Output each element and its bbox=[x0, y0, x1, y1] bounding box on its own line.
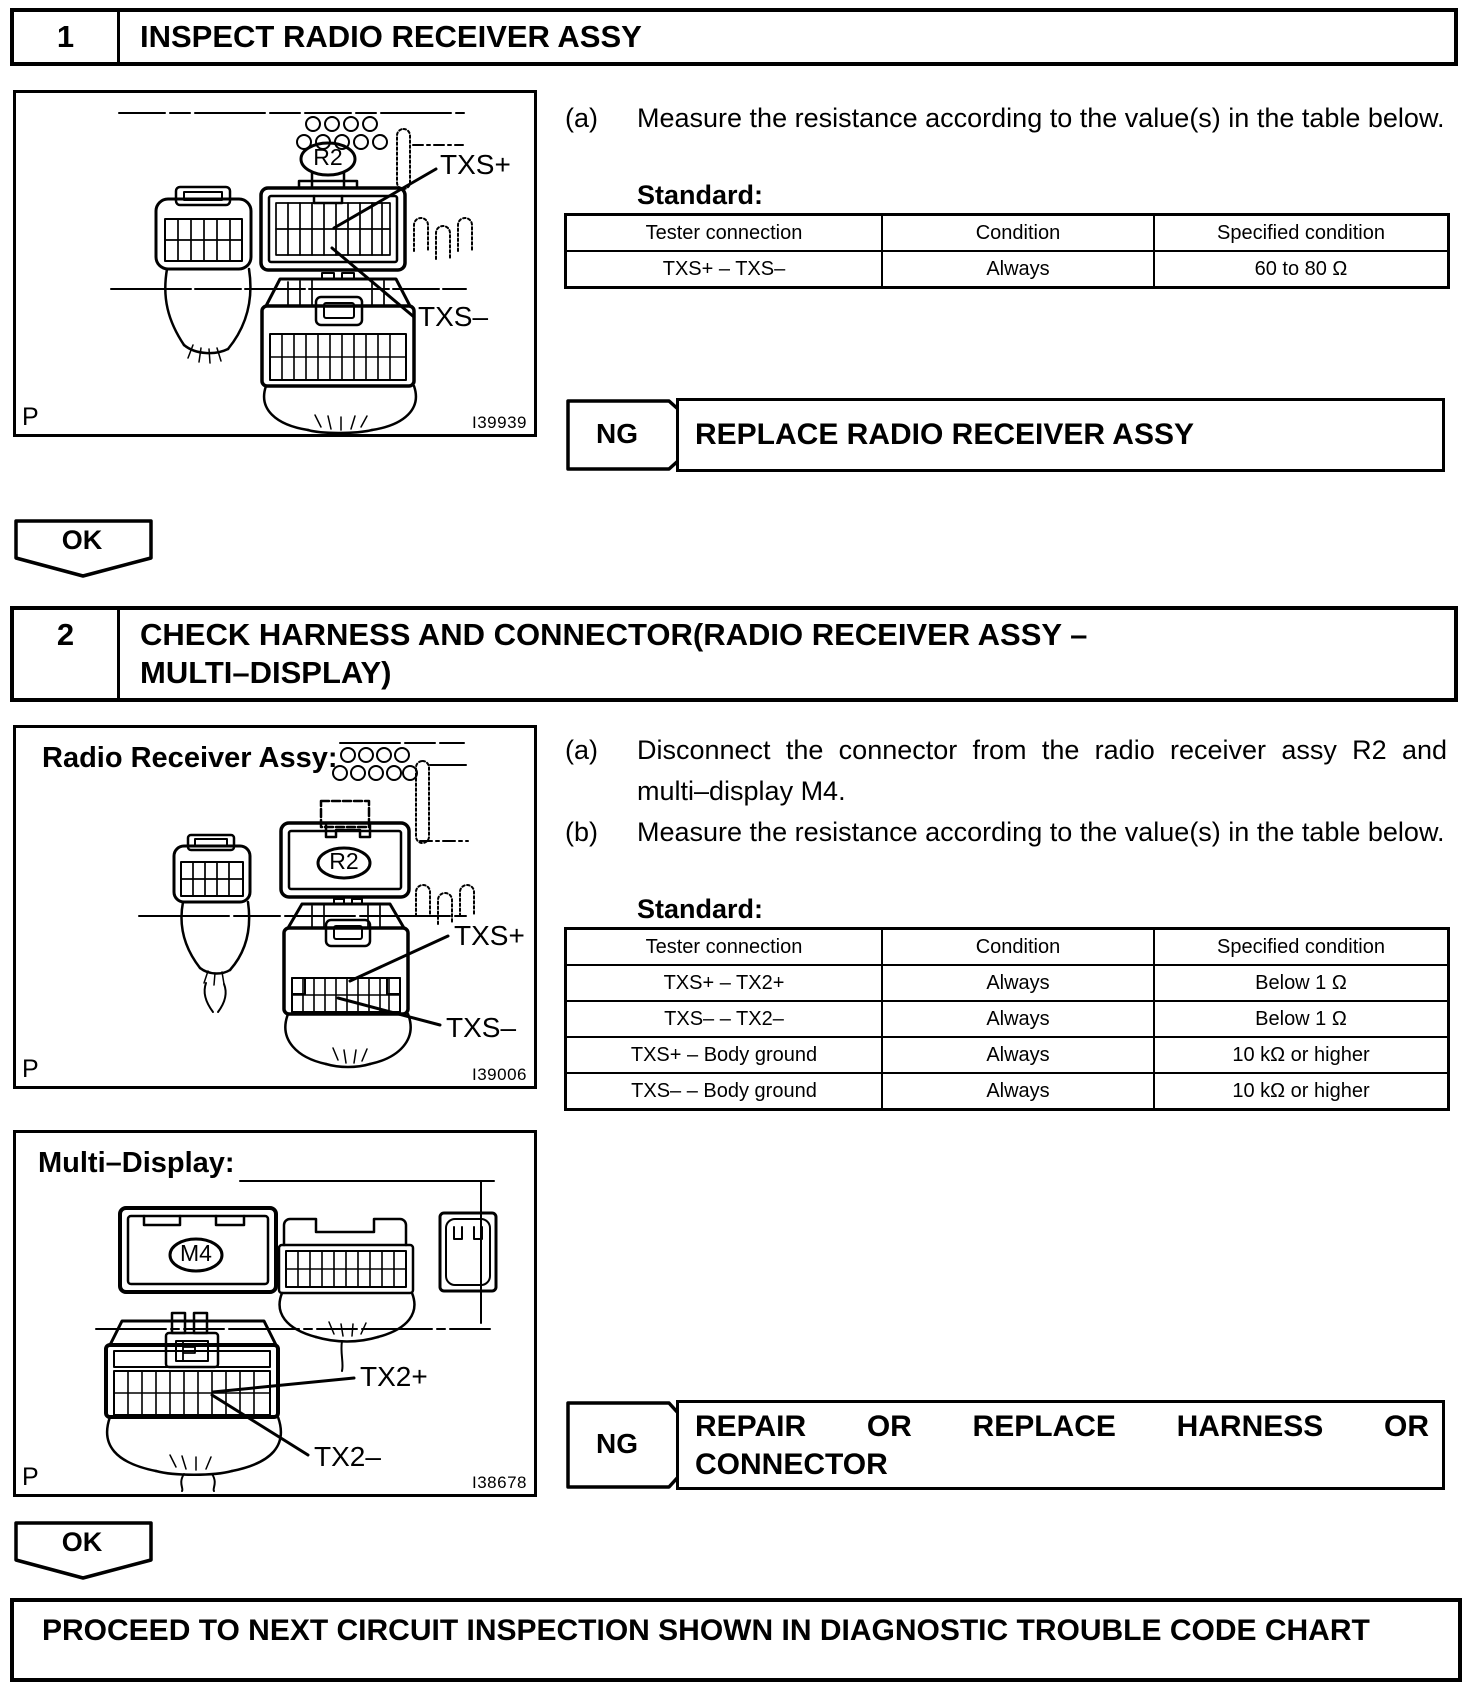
figure-corner-letter: P bbox=[22, 1055, 39, 1083]
connector-diagram-3 bbox=[16, 1133, 534, 1494]
step2-header-bar bbox=[10, 606, 1458, 702]
ng-result-2-line1: REPAIR OR REPLACE HARNESS OR bbox=[695, 1410, 1429, 1443]
small-connector bbox=[174, 835, 250, 1012]
standard-label: Standard: bbox=[637, 894, 764, 924]
instruction-text: Measure the resistance according to the value(s) in the table below. bbox=[637, 103, 1445, 133]
instruction-text: Disconnect the connector from the radio receiver assy R2 and multi–display M4. bbox=[637, 735, 1447, 806]
pin-label-txs-minus: TXS– bbox=[418, 301, 489, 332]
table-header-row bbox=[566, 215, 1448, 251]
standard-label: Standard: bbox=[637, 180, 764, 210]
table-row bbox=[566, 965, 1448, 1001]
step2-spec-table bbox=[565, 928, 1449, 1110]
pin-label-tx2-plus: TX2+ bbox=[360, 1361, 428, 1392]
cell-condition: Always bbox=[882, 965, 1154, 1001]
step2-title-line1: CHECK HARNESS AND CONNECTOR(RADIO RECEIVER ASSY – bbox=[140, 617, 1088, 652]
proceed-banner: PROCEED TO NEXT CIRCUIT INSPECTION SHOWN IN DIAGNOSTIC TROUBLE CODE CHART bbox=[10, 1598, 1462, 1682]
step2-instruction-b bbox=[565, 812, 1447, 853]
figure-corner-letter: P bbox=[22, 1463, 39, 1491]
connector-diagram-1 bbox=[16, 93, 534, 434]
right-connector bbox=[440, 1213, 496, 1291]
small-connector bbox=[156, 187, 251, 363]
list-marker: (a) bbox=[565, 103, 598, 133]
cell-specified: 10 kΩ or higher bbox=[1154, 1037, 1448, 1073]
step1-spec-table bbox=[565, 214, 1449, 288]
table-header-row bbox=[566, 929, 1448, 965]
col-header-specified-condition: Specified condition bbox=[1154, 215, 1448, 251]
connector-id-m4: M4 bbox=[180, 1240, 212, 1267]
step1-instruction-a bbox=[565, 98, 1447, 139]
cell-specified: 60 to 80 Ω bbox=[1154, 251, 1448, 287]
figure-multi-display bbox=[13, 1130, 537, 1497]
connector-id-r2: R2 bbox=[313, 144, 343, 171]
table-row bbox=[566, 1037, 1448, 1073]
cell-connection: TXS– – TX2– bbox=[566, 1001, 882, 1037]
cell-condition: Always bbox=[882, 251, 1154, 287]
step2-title-line2: MULTI–DISPLAY) bbox=[140, 655, 392, 690]
list-marker: (b) bbox=[565, 817, 598, 847]
cell-connection: TXS+ – TXS– bbox=[566, 251, 882, 287]
ok-banner-1 bbox=[13, 518, 155, 580]
step2-number: 2 bbox=[14, 610, 120, 698]
col-header-tester-connection: Tester connection bbox=[566, 929, 882, 965]
ng-result-2-line2: CONNECTOR bbox=[695, 1448, 888, 1481]
harness-connector bbox=[284, 899, 411, 1067]
ng-label-1: NG bbox=[596, 418, 638, 449]
col-header-tester-connection: Tester connection bbox=[566, 215, 882, 251]
table-row bbox=[566, 1001, 1448, 1037]
figure-code: I38678 bbox=[472, 1473, 527, 1492]
ng-result-1: REPLACE RADIO RECEIVER ASSY bbox=[676, 398, 1445, 472]
cell-specified: Below 1 Ω bbox=[1154, 965, 1448, 1001]
step2-instruction-a bbox=[565, 730, 1447, 812]
cell-connection: TXS+ – Body ground bbox=[566, 1037, 882, 1073]
figure2-title: Radio Receiver Assy: bbox=[42, 742, 338, 774]
figure-radio-receiver-assy bbox=[13, 725, 537, 1089]
pin-label-tx2-minus: TX2– bbox=[314, 1441, 381, 1472]
step1-number: 1 bbox=[14, 12, 120, 62]
cell-specified: 10 kΩ or higher bbox=[1154, 1073, 1448, 1109]
figure-code: I39939 bbox=[472, 413, 527, 432]
connector-id-r2: R2 bbox=[329, 848, 359, 875]
harness-connector bbox=[106, 1313, 281, 1491]
figure-radio-receiver-inspection bbox=[13, 90, 537, 437]
cell-condition: Always bbox=[882, 1037, 1154, 1073]
pin-label-txs-plus: TXS+ bbox=[454, 920, 525, 951]
cell-connection: TXS+ – TX2+ bbox=[566, 965, 882, 1001]
figure3-title: Multi–Display: bbox=[38, 1147, 235, 1179]
col-header-condition: Condition bbox=[882, 215, 1154, 251]
ok-label-1: OK bbox=[61, 525, 103, 555]
col-header-condition: Condition bbox=[882, 929, 1154, 965]
cell-condition: Always bbox=[882, 1001, 1154, 1037]
cell-condition: Always bbox=[882, 1073, 1154, 1109]
figure-corner-letter: P bbox=[22, 403, 39, 431]
instruction-text: Measure the resistance according to the value(s) in the table below. bbox=[637, 817, 1445, 847]
list-marker: (a) bbox=[565, 735, 598, 765]
harness-connector bbox=[262, 273, 416, 433]
step2-title bbox=[120, 610, 1454, 698]
table-row bbox=[566, 251, 1448, 287]
cell-specified: Below 1 Ω bbox=[1154, 1001, 1448, 1037]
pin-label-txs-minus: TXS– bbox=[446, 1012, 517, 1043]
ng-label-2: NG bbox=[596, 1428, 638, 1459]
step1-title: INSPECT RADIO RECEIVER ASSY bbox=[140, 19, 642, 54]
ng-result-2 bbox=[676, 1400, 1445, 1490]
col-header-specified-condition: Specified condition bbox=[1154, 929, 1448, 965]
pin-label-txs-plus: TXS+ bbox=[440, 149, 511, 180]
ok-banner-2 bbox=[13, 1520, 155, 1582]
table-row bbox=[566, 1073, 1448, 1109]
step1-header-bar bbox=[10, 8, 1458, 66]
figure-code: I39006 bbox=[472, 1065, 527, 1084]
ok-label-2: OK bbox=[61, 1527, 103, 1557]
cell-connection: TXS– – Body ground bbox=[566, 1073, 882, 1109]
middle-connector bbox=[279, 1219, 414, 1371]
